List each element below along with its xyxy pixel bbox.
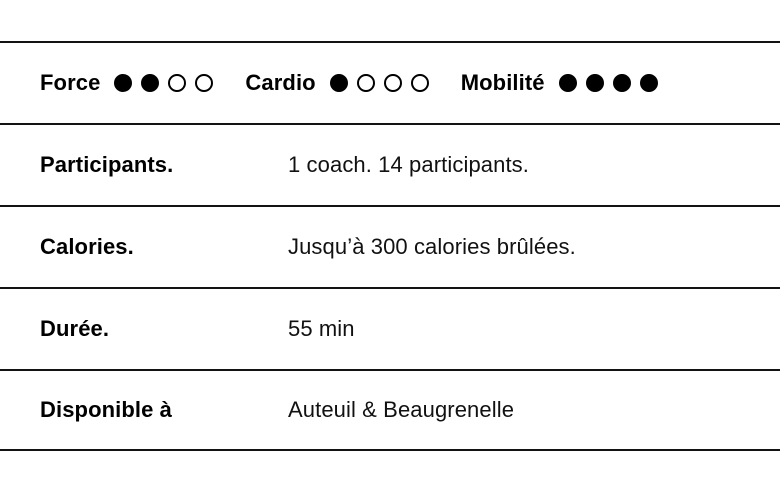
dot-empty-icon [384, 74, 402, 92]
intensity-row [0, 41, 780, 123]
rating-cardio-dots [330, 74, 429, 92]
dot-filled-icon [114, 74, 132, 92]
rating-force-dots [114, 74, 213, 92]
rating-mobilite [461, 70, 658, 96]
rating-cardio-label: Cardio [245, 70, 316, 95]
row-label: Disponible à [40, 397, 172, 422]
table-row-duree [0, 287, 780, 369]
dot-filled-icon [613, 74, 631, 92]
dot-empty-icon [168, 74, 186, 92]
dot-filled-icon [141, 74, 159, 92]
dot-filled-icon [640, 74, 658, 92]
rating-force-label: Force [40, 70, 101, 95]
table-row-participants [0, 123, 780, 205]
row-value: Jusqu’à 300 calories brûlées. [288, 234, 576, 259]
rating-mobilite-label: Mobilité [460, 70, 545, 95]
dot-filled-icon [330, 74, 348, 92]
rating-mobilite-dots [559, 74, 658, 92]
dot-filled-icon [559, 74, 577, 92]
rating-cardio [245, 70, 428, 96]
table-row-calories [0, 205, 780, 287]
row-label: Calories. [40, 234, 134, 259]
class-spec-table [0, 41, 780, 451]
dot-empty-icon [195, 74, 213, 92]
dot-empty-icon [357, 74, 375, 92]
row-value: 1 coach. 14 participants. [288, 152, 529, 177]
table-row-disponible [0, 369, 780, 451]
row-value: Auteuil & Beaugrenelle [288, 397, 515, 422]
row-value: 55 min [288, 316, 355, 341]
row-label: Participants. [40, 152, 174, 177]
row-label: Durée. [40, 316, 110, 341]
rating-force [40, 70, 213, 96]
dot-empty-icon [411, 74, 429, 92]
dot-filled-icon [586, 74, 604, 92]
